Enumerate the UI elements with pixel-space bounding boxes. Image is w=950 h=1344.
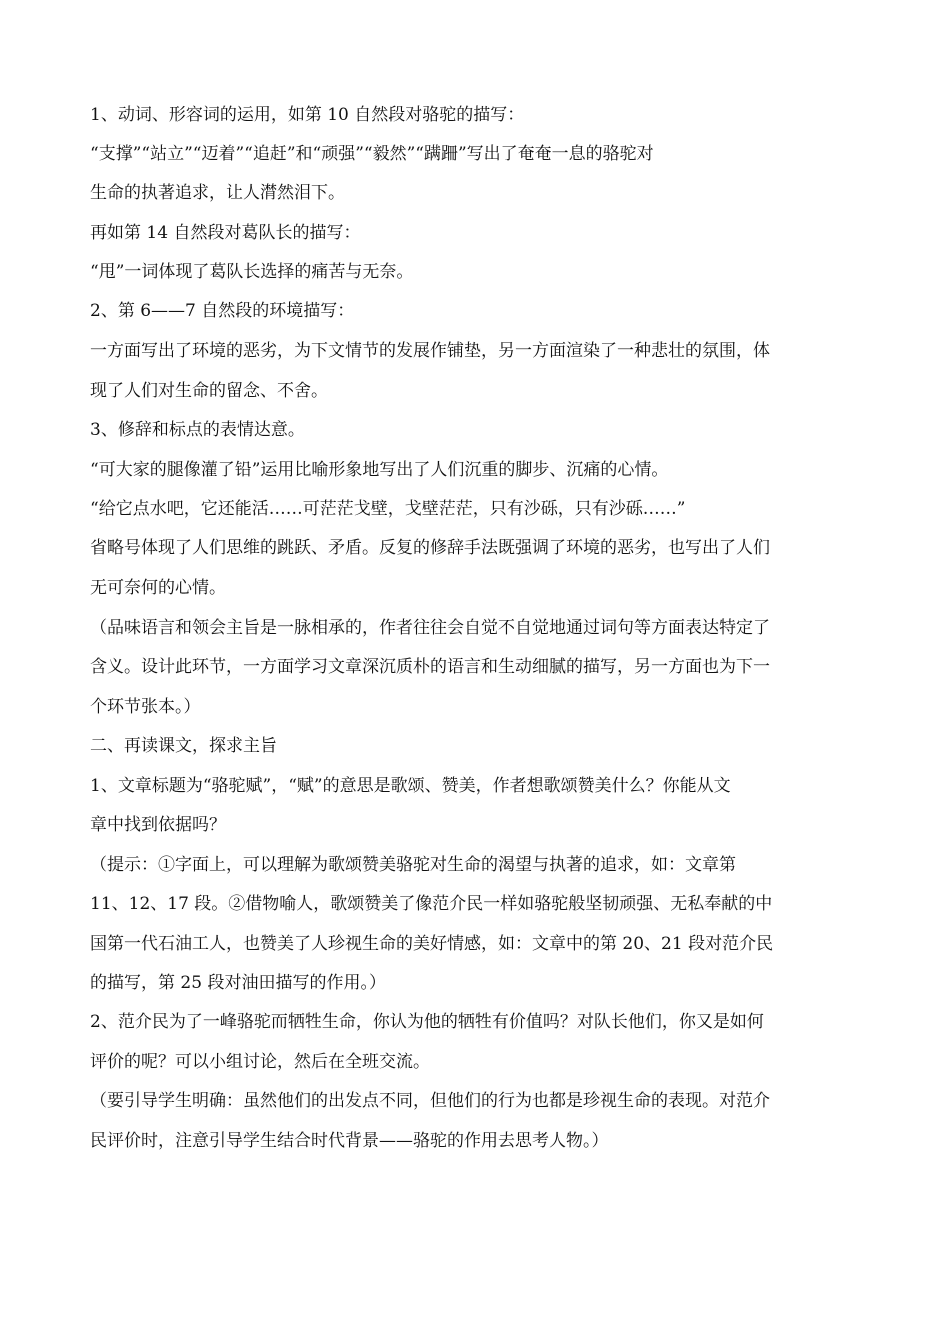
text-line: 评价的呢？可以小组讨论，然后在全班交流。 (90, 1052, 430, 1072)
text-line: 国第一代石油工人，也赞美了人珍视生命的美好情感，如：文章中的第 20、21 段对范介民 (90, 934, 774, 954)
text-line: “甩”一词体现了葛队长选择的痛苦与无奈。 (90, 262, 414, 282)
text-line: （品味语言和领会主旨是一脉相承的，作者往往会自觉不自觉地通过词句等方面表达特定了 (90, 618, 770, 638)
text-line: 章中找到依据吗？ (90, 815, 226, 835)
text-line: 再如第 14 自然段对葛队长的描写： (90, 223, 361, 243)
text-line: “可大家的腿像灌了铅”运用比喻形象地写出了人们沉重的脚步、沉痛的心情。 (90, 460, 669, 480)
text-line: “给它点水吧，它还能活……可茫茫戈壁，戈壁茫茫，只有沙砾，只有沙砾……” (90, 499, 686, 519)
text-line: 的描写，第 25 段对油田描写的作用。） (90, 973, 386, 993)
text-line: 含义。设计此环节，一方面学习文章深沉质朴的语言和生动细腻的描写，另一方面也为下一 (90, 657, 770, 677)
text-line: （提示：①字面上，可以理解为歌颂赞美骆驼对生命的渴望与执著的追求，如：文章第 (90, 855, 736, 875)
text-line: 民评价时，注意引导学生结合时代背景——骆驼的作用去思考人物。） (90, 1131, 609, 1151)
text-line: 2、范介民为了一峰骆驼而牺牲生命，你认为他的牺牲有价值吗？对队长他们，你又是如何 (90, 1012, 764, 1032)
text-line: 个环节张本。） (90, 697, 201, 717)
section-heading: 二、再读课文，探求主旨 (90, 736, 277, 756)
text-line: 1、文章标题为“骆驼赋”，“赋”的意思是歌颂、赞美，作者想歌颂赞美什么？你能从文 (90, 776, 731, 796)
text-line: 3、修辞和标点的表情达意。 (90, 420, 305, 440)
text-line: 生命的执著追求，让人潸然泪下。 (90, 183, 345, 203)
text-line: 一方面写出了环境的恶劣，为下文情节的发展作铺垫，另一方面渲染了一种悲壮的氛围，体 (90, 341, 770, 361)
text-line: 省略号体现了人们思维的跳跃、矛盾。反复的修辞手法既强调了环境的恶劣，也写出了人们 (90, 538, 770, 558)
text-line: 1、动词、形容词的运用，如第 10 自然段对骆驼的描写： (90, 105, 525, 125)
text-line: （要引导学生明确：虽然他们的出发点不同，但他们的行为也都是珍视生命的表现。对范介 (90, 1091, 770, 1111)
text-line: “支撑”“站立”“迈着”“追赶”和“顽强”“毅然”“蹒跚”写出了奄奄一息的骆驼对 (90, 144, 654, 164)
text-line: 无可奈何的心情。 (90, 578, 226, 598)
text-line: 11、12、17 段。②借物喻人，歌颂赞美了像范介民一样如骆驼般坚韧顽强、无私奉献的中 (90, 894, 773, 914)
text-line: 2、第 6——7 自然段的环境描写： (90, 301, 355, 321)
text-line: 现了人们对生命的留念、不舍。 (90, 381, 328, 401)
